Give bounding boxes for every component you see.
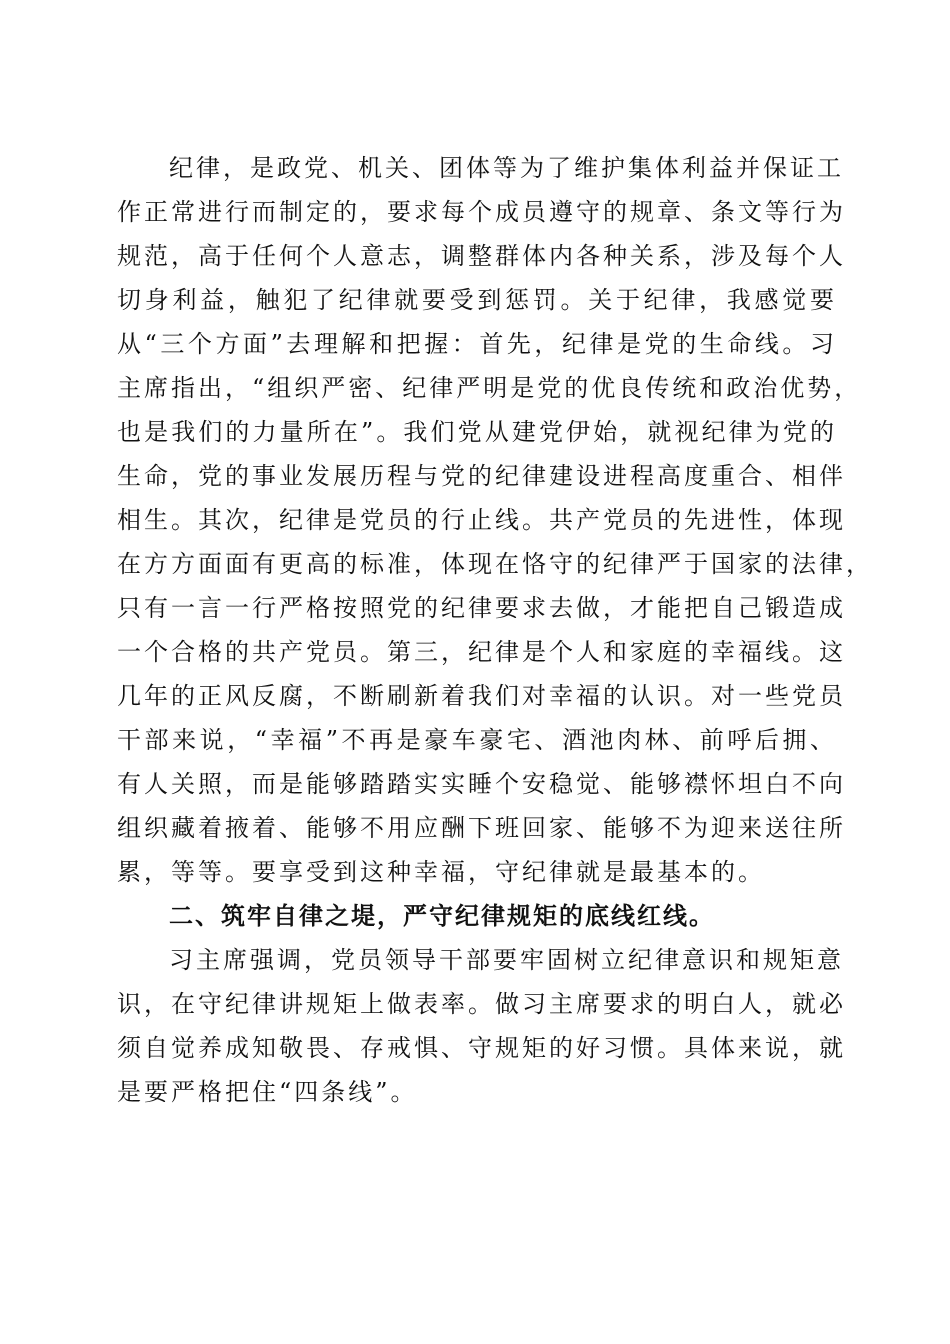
paragraph-line: 在方方面面有更高的标准，体现在恪守的纪律严于国家的法律，	[117, 550, 873, 578]
paragraph-line: 也是我们的力量所在”。我们党从建党伊始，就视纪律为党的	[117, 418, 837, 446]
paragraph-line: 须自觉养成知敬畏、存戒惧、守规矩的好习惯。具体来说，就	[117, 1034, 846, 1062]
paragraph-four-lines-intro	[117, 938, 846, 1114]
paragraph-line: 有人关照，而是能够踏踏实实睡个安稳觉、能够襟怀坦白不向	[117, 770, 846, 798]
paragraph-line: 主席指出，“组织严密、纪律严明是党的优良传统和政治优势，	[117, 374, 862, 402]
paragraph-line: 从“三个方面”去理解和把握：首先，纪律是党的生命线。习	[117, 330, 837, 358]
document-body	[117, 146, 873, 1114]
paragraph-line: 一个合格的共产党员。第三，纪律是个人和家庭的幸福线。这	[117, 638, 846, 666]
paragraph-discipline-definition	[117, 146, 873, 894]
paragraph-line: 只有一言一行严格按照党的纪律要求去做，才能把自己锻造成	[117, 594, 846, 622]
paragraph-line: 组织藏着掖着、能够不用应酬下班回家、能够不为迎来送往所	[117, 814, 846, 842]
paragraph-line: 识，在守纪律讲规矩上做表率。做习主席要求的明白人，就必	[117, 990, 846, 1018]
paragraph-line: 纪律，是政党、机关、团体等为了维护集体利益并保证工	[169, 154, 844, 182]
paragraph-line: 切身利益，触犯了纪律就要受到惩罚。关于纪律，我感觉要	[117, 286, 837, 314]
section-heading: 二、筑牢自律之堤，严守纪律规矩的底线红线。	[169, 902, 715, 930]
paragraph-line: 规范，高于任何个人意志，调整群体内各种关系，涉及每个人	[117, 242, 846, 270]
paragraph-line: 作正常进行而制定的，要求每个成员遵守的规章、条文等行为	[117, 198, 846, 226]
paragraph-line: 累，等等。要享受到这种幸福，守纪律就是最基本的。	[117, 858, 765, 886]
paragraph-line: 相生。其次，纪律是党员的行止线。共产党员的先进性，体现	[117, 506, 846, 534]
paragraph-line: 干部来说，“幸福”不再是豪车豪宅、酒池肉林、前呼后拥、	[117, 726, 837, 754]
paragraph-line: 是要严格把住“四条线”。	[117, 1078, 418, 1106]
paragraph-line: 习主席强调，党员领导干部要牢固树立纪律意识和规矩意	[169, 946, 844, 974]
paragraph-line: 几年的正风反腐，不断刷新着我们对幸福的认识。对一些党员	[117, 682, 846, 710]
paragraph-line: 生命，党的事业发展历程与党的纪律建设进程高度重合、相伴	[117, 462, 846, 490]
